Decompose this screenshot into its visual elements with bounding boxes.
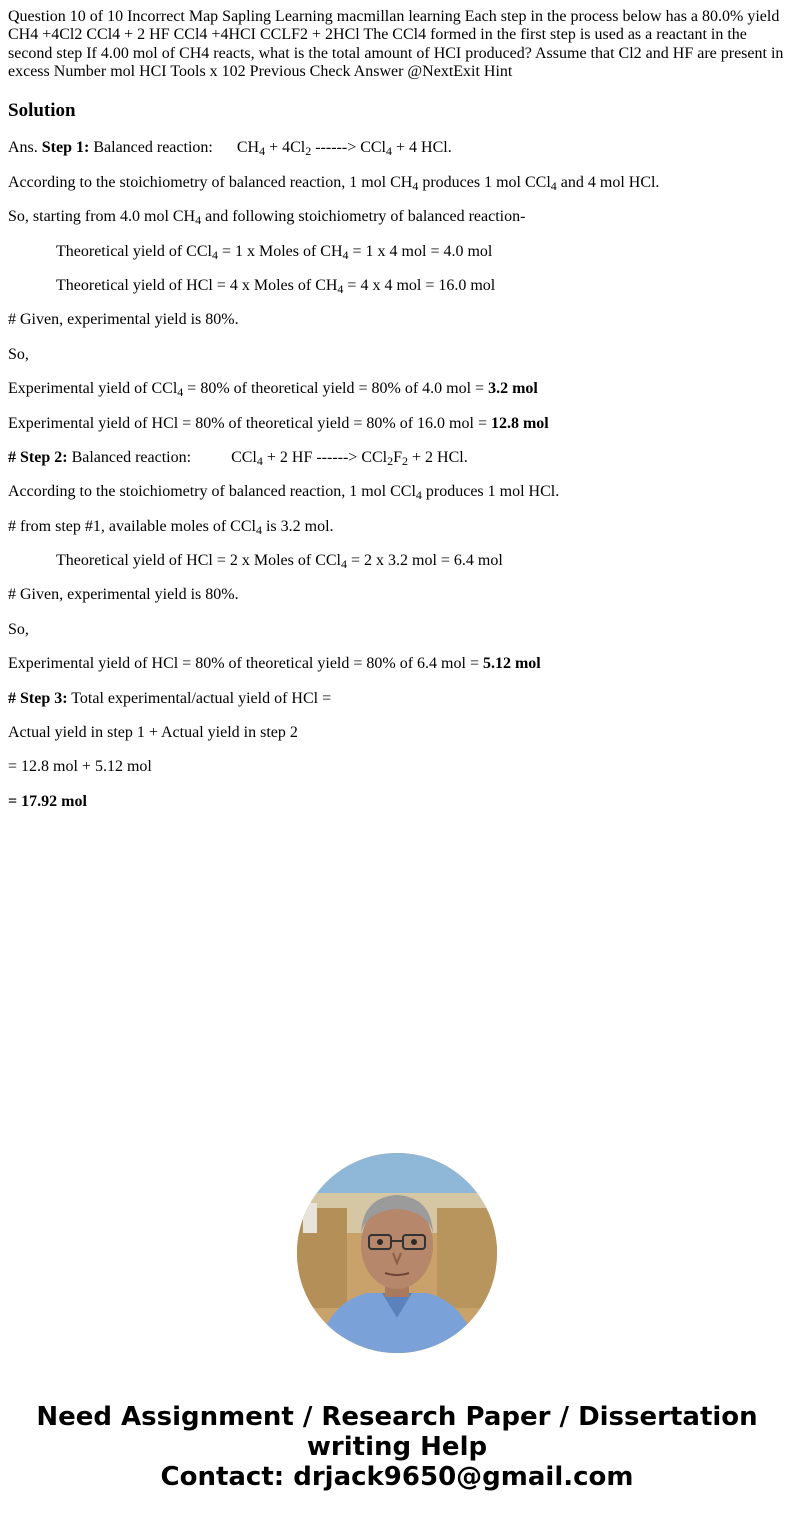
stoich-line-2: According to the stoichiometry of balanced reaction, 1 mol CCl$_4$ produces 1 mol HCl. (8, 483, 560, 503)
final-answer-line (8, 793, 786, 811)
final-answer-value: 17.92 mol (21, 792, 87, 810)
experimental-yield-hcl-step2-value: 5.12 mol (482, 655, 541, 673)
step1-equation: $CH_4 + 4Cl_2$ ------> CCl$_4$ + 4 HCl. (236, 139, 452, 159)
step1-line (8, 139, 786, 157)
experimental-yield-ccl4 (8, 380, 786, 398)
step2-equation: CCl$_4$ + 2 HF ------> $CCl_2F_2 + 2$ HCl. (231, 448, 468, 468)
theoretical-yield-hcl-step2: Theoretical yield of HCl = 2 x Moles of CCl$_4$ = 2 x 3.2 mol = 6.4 mol (56, 552, 503, 572)
question-text: Question 10 of 10 Incorrect Map Sapling Learning macmillan learning Each step in the process below has a 80.0% yield CH4 +4Cl2 CCl4 + 2 HF CCl4 +4HCI CCLF2 + 2HCl The CCl4 formed in the first step is used as a reactant in the second step If 4.00 mol of CH4 reacts, what is the total amount of HCI produced? Assume that Cl2 and HF are present in excess Number mol HCI Tools x 102 Previous Check Answer @NextExit Hint (8, 8, 784, 81)
footer-line-3: Contact: drjack9650@gmail.com (160, 1462, 634, 1493)
ans-label: Ans. (8, 139, 42, 157)
footer-banner (0, 1402, 794, 1492)
experimental-yield-hcl-step2 (8, 655, 786, 673)
experimental-yield-hcl-step1-value: 12.8 mol (490, 414, 549, 432)
step1-label: Step 1: (41, 139, 90, 157)
experimental-yield-hcl-step2-text: Experimental yield of HCl = 80% of theoretical yield = 80% of 6.4 mol = (8, 655, 483, 673)
given-yield-1: # Given, experimental yield is 80%. (8, 311, 239, 329)
actual-yield-sum-line: Actual yield in step 1 + Actual yield in step 2 (8, 724, 298, 742)
final-answer-equals: = (8, 792, 22, 810)
step2-label: # Step 2: (8, 448, 68, 466)
available-moles-line: # from step #1, available moles of CCl$_4$ is 3.2 mol. (8, 517, 334, 537)
stoich-start-line: So, starting from 4.0 mol $CH_4$ and following stoichiometry of balanced reaction- (8, 208, 526, 228)
stoich-line-1: According to the stoichiometry of balanced reaction, 1 mol $CH_4$ produces 1 mol CCl$_4$ and 4 mol HCl. (8, 173, 660, 193)
solution-heading: Solution (8, 99, 76, 121)
footer-line-2: writing Help (306, 1432, 488, 1463)
step2-line (8, 449, 786, 467)
author-photo-illustration (297, 1153, 497, 1353)
balanced-reaction-label-2: Balanced reaction: (67, 448, 192, 466)
theoretical-yield-ccl4: Theoretical yield of CCl$_4$ = 1 x Moles of $CH_4 = 1$ x 4 mol = 4.0 mol (56, 242, 493, 262)
actual-yield-values-line: = 12.8 mol + 5.12 mol (8, 758, 152, 776)
experimental-yield-ccl4-value: 3.2 mol (488, 380, 538, 398)
so-2: So, (8, 620, 29, 638)
footer-line-1: Need Assignment / Research Paper / Dissertation (36, 1402, 758, 1432)
experimental-yield-ccl4-text: Experimental yield of CCl$_4$ = 80% of theoretical yield = 80% of 4.0 mol = (8, 380, 489, 400)
given-yield-2: # Given, experimental yield is 80%. (8, 586, 239, 604)
balanced-reaction-label: Balanced reaction: (89, 139, 213, 157)
experimental-yield-hcl-step1-text: Experimental yield of HCl = 80% of theoretical yield = 80% of 16.0 mol = (8, 414, 491, 432)
theoretical-yield-hcl-step1: Theoretical yield of HCl = 4 x Moles of $CH_4 = 4$ x 4 mol = 16.0 mol (56, 276, 496, 296)
step3-text: Total experimental/actual yield of HCl = (67, 689, 332, 707)
step3-label: # Step 3: (8, 689, 68, 707)
step3-line (8, 690, 786, 708)
so-1: So, (8, 345, 29, 363)
experimental-yield-hcl-step1 (8, 415, 786, 433)
author-avatar (297, 1153, 497, 1353)
